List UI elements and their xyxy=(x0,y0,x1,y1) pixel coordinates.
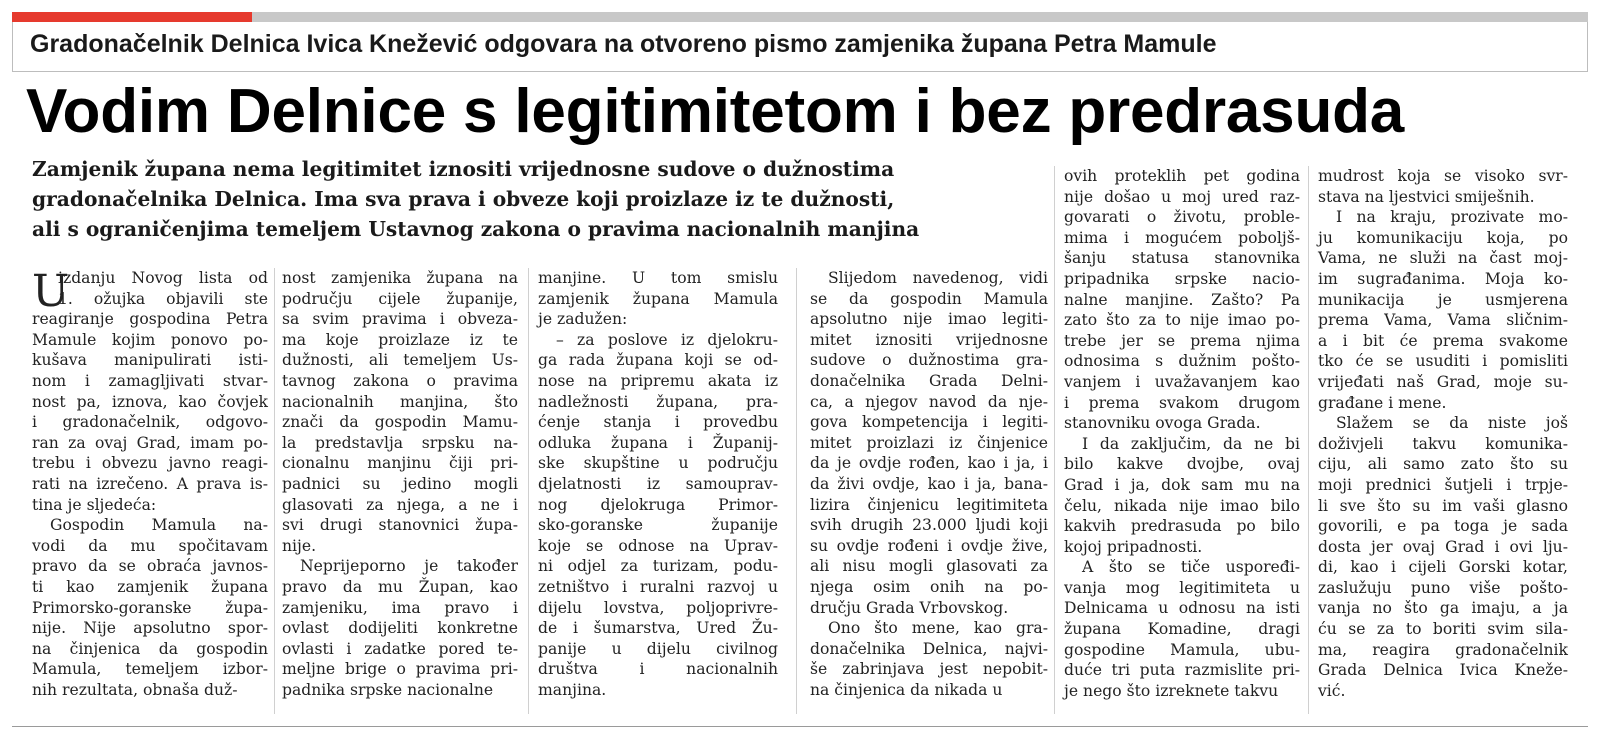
article-text-line: zaslužuju puno više pošto- xyxy=(1318,578,1568,597)
article-text-line: nih rezultata, obnaša duž- xyxy=(32,680,238,699)
article-text-line: mima i mogućem poboljš- xyxy=(1064,228,1300,247)
article-text-line: sa svim pravima i obveza- xyxy=(282,310,518,329)
article-text-line: glasovati za njega, a ne i xyxy=(282,495,518,514)
article-lede xyxy=(32,154,1042,244)
article-text-line: ni odjel za turizam, podu- xyxy=(538,557,778,576)
article-text-line: munikacija je usmjerena xyxy=(1318,290,1568,309)
article-text-line: apsolutno nije imao legiti- xyxy=(810,310,1048,329)
article-text-line: Grada Delnica Ivica Kneže- xyxy=(1318,661,1568,680)
article-text-line: A što se tiče uspoređi- xyxy=(1082,558,1300,577)
article-text-line: građane i mene. xyxy=(1318,393,1447,412)
column-divider xyxy=(1054,166,1055,714)
article-text-line: ju komunikaciju koja, po xyxy=(1318,228,1568,247)
article-text-line: Neprijeporno je također xyxy=(300,557,518,576)
article-text-line: ti kao zamjenik župana xyxy=(32,577,268,596)
article-text-line: lizira činjenicu legitimiteta xyxy=(810,495,1048,514)
article-text-line: trebu i obvezu javno reagi- xyxy=(32,454,268,473)
article-text-line: kojoj pripadnosti. xyxy=(1064,537,1203,556)
article-text-line: i gradonačelnik, odgovo- xyxy=(32,413,268,432)
article-text-line: nacionalnih manjina, što xyxy=(282,392,518,411)
column-divider xyxy=(528,268,529,714)
article-text-line: je nego što izreknete takvu xyxy=(1064,681,1279,700)
column-divider xyxy=(274,268,275,714)
article-text-line: Mamula, temeljem izbor- xyxy=(32,660,268,679)
article-text-line: društva i nacionalnih xyxy=(538,660,778,679)
article-text-line: meljne brige o pravima pri- xyxy=(282,660,518,679)
article-text-line: cionalnu manjinu čiji pri- xyxy=(282,454,518,473)
article-text-line: padnika srpske nacionalne xyxy=(282,680,494,699)
article-column-5 xyxy=(1064,166,1300,701)
article-text-line: vanjem i uvažavanjem kao xyxy=(1064,372,1300,391)
article-text-line: pravo da se obraća javnos- xyxy=(32,557,268,576)
article-text-line: tavnog zakona o pravima xyxy=(282,371,518,390)
article-text-line: župana Komadine, dragi xyxy=(1064,620,1300,639)
article-text-line: bilo kakve dvojbe, ovaj xyxy=(1064,455,1300,474)
article-text-line: sudove o dužnostima gra- xyxy=(810,351,1048,370)
article-text-line: nost zamjenika župana na xyxy=(282,269,518,287)
article-column-3 xyxy=(538,268,778,700)
article-text-line: ovlasti i zadatke pored te- xyxy=(282,639,518,658)
lede-line: Zamjenik župana nema legitimitet iznositi vrijednosne sudove o dužnostima xyxy=(32,157,895,181)
article-text-line: nije došao u moj ured raz- xyxy=(1064,187,1300,206)
article-text-line: mitet iznositi vrijednosne xyxy=(810,330,1048,349)
article-text-line: ciju, ali samo zato što su xyxy=(1318,455,1568,474)
article-text-line: kušava manipulirati isti- xyxy=(32,351,268,370)
article-text-line: Slijedom navedenog, vidi xyxy=(828,269,1048,287)
article-text-line: im sugrađanima. Moja ko- xyxy=(1318,269,1568,288)
article-text-line: donačelnika Delnica, najvi- xyxy=(810,639,1048,658)
article-text-line: manjine. U tom smislu xyxy=(538,269,778,287)
article-text-line: ovlast dodijeliti konkretne xyxy=(282,619,518,638)
article-text-line: vrijeđati naš Grad, moje su- xyxy=(1318,372,1568,391)
article-text-line: ovih proteklih pet godina xyxy=(1064,167,1300,185)
article-text-line: da je ovdje rođen, kao i ja, i xyxy=(810,454,1048,473)
article-text-line: izdanju Novog lista od xyxy=(58,269,268,287)
article-text-line: njega osim onih na po- xyxy=(810,577,1048,596)
article-column-6 xyxy=(1318,166,1568,701)
article-text-line: odnosima s dužnim pošto- xyxy=(1064,352,1300,371)
article-text-line: nalne manjine. Zašto? Pa xyxy=(1064,290,1300,309)
article-text-line: doživjeli takvu komunika- xyxy=(1318,434,1568,453)
article-text-line: tko će se usuditi i pomisliti xyxy=(1318,352,1568,371)
article-text-line: ran za ovaj Grad, imam po- xyxy=(32,433,268,452)
article-text-line: vić. xyxy=(1318,681,1346,700)
article-text-line: rati na izrečeno. A prava is- xyxy=(32,474,268,493)
article-text-line: Vama, ne služi na čast moj- xyxy=(1318,249,1568,268)
article-text-line: I da zaključim, da ne bi xyxy=(1082,434,1300,453)
article-text-line: nom i zamagljivati stvar- xyxy=(32,371,268,390)
article-text-line: dručju Grada Vrbovskog. xyxy=(810,598,1009,617)
article-text-line: reagiranje gospodina Petra xyxy=(32,310,268,329)
article-text-line: ga rada župana koji se od- xyxy=(538,351,778,370)
article-text-line: moji prednici šutjeli i trpje- xyxy=(1318,475,1568,494)
article-text-line: da živi ovdje, kao i ja, bana- xyxy=(810,474,1048,493)
article-text-line: području cijele županije, xyxy=(282,289,518,308)
article-text-line: stanovniku ovoga Grada. xyxy=(1064,414,1261,433)
article-text-line: I na kraju, prozivate mo- xyxy=(1336,208,1568,227)
article-text-line: Gospodin Mamula na- xyxy=(50,516,268,535)
article-text-line: di, kao i cijeli Gorski kotar, xyxy=(1318,558,1568,577)
article-text-line: znači da gospodin Mamu- xyxy=(282,413,518,432)
article-text-line: donačelnika Grada Delni- xyxy=(810,371,1048,390)
article-text-line: i prema svakom drugom xyxy=(1064,393,1300,412)
article-text-line: de i šumarstva, Ured Žu- xyxy=(538,619,778,638)
article-column-2 xyxy=(282,268,518,700)
article-text-line: djelatnosti iz samouprav- xyxy=(538,474,778,493)
article-text-line: svih drugih 23.000 ljudi koji xyxy=(810,516,1048,535)
article-text-line: Grad i ja, dok sam mu na xyxy=(1064,475,1300,494)
article-text-line: dosta jer ovaj Grad i ovi lju- xyxy=(1318,537,1568,556)
article-text-line: dijelu lovstva, poljoprivre- xyxy=(538,598,778,617)
article-text-line: vanja no što ga imaju, a ja xyxy=(1318,599,1568,618)
article-text-line: svi drugi stanovnici župa- xyxy=(282,516,518,535)
article-text-line: ćenje stanja i provedbu xyxy=(538,413,778,432)
bottom-rule xyxy=(12,726,1588,727)
article-text-line: la predstavlja srpsku na- xyxy=(282,433,518,452)
article-text-line: nog djelokruga Primor- xyxy=(538,495,778,514)
article-text-line: 1. ožujka objavili ste xyxy=(58,289,268,308)
article-text-line: nadležnosti župana, pra- xyxy=(538,392,778,411)
article-text-line: pravo da mu Župan, kao xyxy=(282,577,518,596)
article-text-line: na činjenica da gospodin xyxy=(32,639,268,658)
article-text-line: Primorsko-goranske župa- xyxy=(32,598,268,617)
article-text-line: stava na ljestvici smiješnih. xyxy=(1318,187,1535,206)
article-text-line: zato što za to nije imao po- xyxy=(1064,311,1300,330)
article-text-line: su ovdje rođeni i ovdje žive, xyxy=(810,536,1048,555)
article-text-line: odluka župana i Županij- xyxy=(538,433,778,452)
article-text-line: – za poslove iz djelokru- xyxy=(556,330,778,349)
article-text-line: a i bit će prema svakome xyxy=(1318,331,1568,350)
section-color-accent xyxy=(12,12,252,22)
article-text-line: na činjenica da nikada u xyxy=(810,680,1003,699)
article-text-line: gospodine Mamula, ubu- xyxy=(1064,640,1300,659)
article-text-line: dužnosti, ali temeljem Us- xyxy=(282,351,518,370)
article-text-line: nost pa, iznova, kao čovjek xyxy=(32,392,268,411)
article-column-4 xyxy=(810,268,1048,700)
article-text-line: prema Vama, Vama sličnim- xyxy=(1318,311,1568,330)
article-text-line: ca, a njegov navod da nje- xyxy=(810,392,1048,411)
article-text-line: šanju statusa stanovnika xyxy=(1064,249,1300,268)
drop-cap: U xyxy=(32,266,70,317)
article-text-line: govorili, e pa toga je sada xyxy=(1318,517,1568,536)
article-text-line: mitet proizlazi iz činjenice xyxy=(810,433,1048,452)
article-text-line: padnici su jedino mogli xyxy=(282,474,518,493)
article-text-line: je zadužen: xyxy=(538,310,628,329)
article-text-line: zamjenik župana Mamula xyxy=(538,289,778,308)
article-text-line: sko-goranske županije xyxy=(538,516,778,535)
lede-line: gradonačelnika Delnica. Ima sva prava i obveze koji proizlaze iz te dužnosti, xyxy=(32,187,895,211)
column-divider xyxy=(796,268,797,714)
article-text-line: koje se odnose na Uprav- xyxy=(538,536,778,555)
lede-line: ali s ograničenjima temeljem Ustavnog zakona o pravima nacionalnih manjina xyxy=(32,217,920,241)
article-text-line: mudrost koja se visoko svr- xyxy=(1318,167,1568,185)
article-text-line: ske skupštine u području xyxy=(538,454,778,473)
article-text-line: se da gospodin Mamula xyxy=(810,289,1048,308)
article-text-line: vodi da mu spočitavam xyxy=(32,536,268,555)
article-text-line: pripadnika srpske nacio- xyxy=(1064,269,1300,288)
article-kicker: Gradonačelnik Delnica Ivica Knežević odgovara na otvoreno pismo zamjenika župana Petra Mamule xyxy=(30,30,1217,58)
article-text-line: ali nisu mogli glasovati za xyxy=(810,557,1048,576)
article-text-line: nose na pripremu akata iz xyxy=(538,371,778,390)
article-text-line: ma koje proizlaze iz te xyxy=(282,330,518,349)
article-text-line: duće tri puta razmislite pri- xyxy=(1064,661,1300,680)
article-text-line: vanja mog legitimiteta u xyxy=(1064,578,1300,597)
article-text-line: ću se za to boriti svim sila- xyxy=(1318,620,1568,639)
article-text-line: Slažem se da niste još xyxy=(1336,414,1568,433)
article-column-1 xyxy=(32,268,268,700)
article-text-line: Delnicama u odnosu na isti xyxy=(1064,599,1300,618)
article-text-line: čelu, nikada nije imao bilo xyxy=(1064,496,1300,515)
article-text-line: nije. Nije apsolutno spor- xyxy=(32,619,268,638)
article-text-line: govarati o životu, proble- xyxy=(1064,208,1300,227)
article-text-line: zetništvo i ruralni razvoj u xyxy=(538,577,778,596)
article-text-line: tina je sljedeća: xyxy=(32,495,157,514)
top-color-bar xyxy=(12,12,1588,22)
article-text-line: panije u dijelu civilnog xyxy=(538,639,778,658)
article-text-line: gova kompetencija i legiti- xyxy=(810,413,1048,432)
article-text-line: kakvih predrasuda po bilo xyxy=(1064,517,1300,536)
article-text-line: ma, reagira gradonačelnik xyxy=(1318,640,1568,659)
article-text-line: Ono što mene, kao gra- xyxy=(828,619,1048,638)
article-text-line: še zabrinjava jest nepobit- xyxy=(810,660,1048,679)
column-divider xyxy=(1308,166,1309,714)
article-text-line: manjina. xyxy=(538,680,607,699)
article-text-line: zamjeniku, ima pravo i xyxy=(282,598,518,617)
article-text-line: Mamule kojim ponovo po- xyxy=(32,330,268,349)
article-text-line: trebe jer se prema njima xyxy=(1064,331,1300,350)
article-text-line: nije. xyxy=(282,536,317,555)
article-text-line: li sve što su im vaši glasno xyxy=(1318,496,1568,515)
article-headline: Vodim Delnice s legitimitetom i bez predrasuda xyxy=(26,77,1405,146)
